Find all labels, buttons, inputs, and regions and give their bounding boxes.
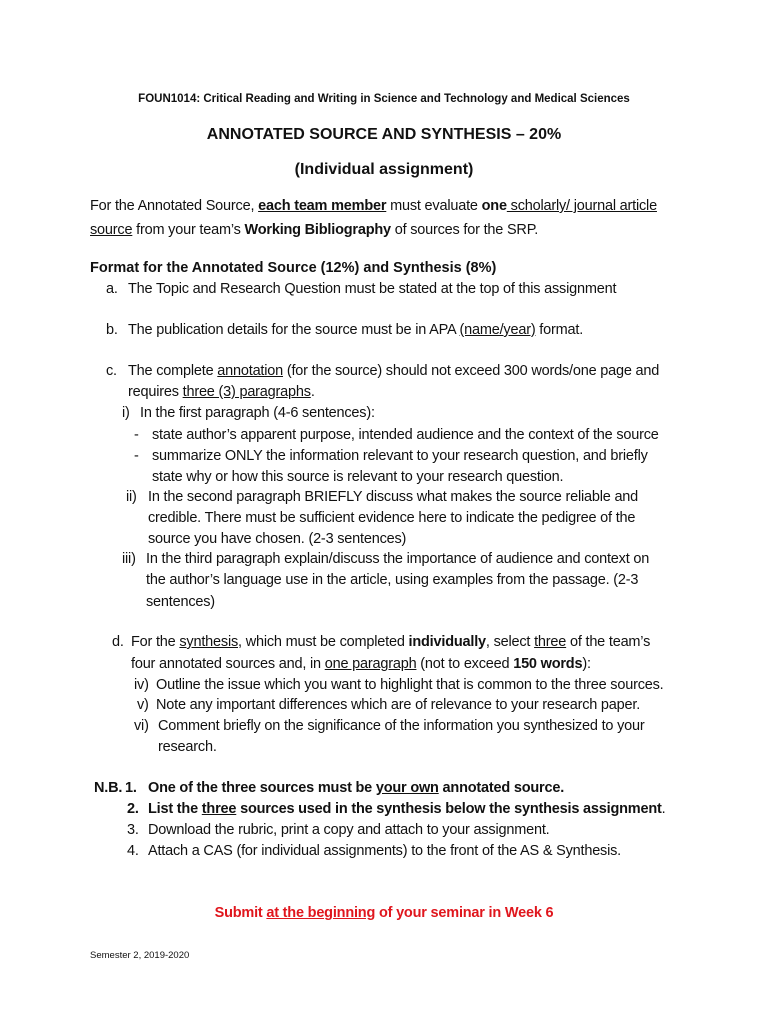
item-c-ii-line-3: source you have chosen. (2-3 sentences) (148, 531, 407, 547)
dash-1-marker: - (134, 427, 139, 443)
nb-text: List the (148, 801, 202, 817)
item-c-iii-line-1: In the third paragraph explain/discuss the importance of audience and context on (146, 551, 650, 567)
intro-working-bibliography: Working Bibliography (244, 222, 391, 238)
item-b-pre: The publication details for the source must be in APA (128, 322, 460, 338)
intro-text: of sources for the SRP. (390, 222, 539, 238)
item-a-text: The Topic and Research Question must be stated at the top of this assignment (128, 281, 617, 297)
item-d-three: three (534, 634, 567, 650)
item-d-v-text: Note any important differences which are of relevance to your research paper. (156, 697, 641, 713)
item-c-iii-line-3: sentences) (146, 594, 215, 610)
nb-1-marker: 1. (125, 780, 137, 796)
item-c-iii-marker: iii) (122, 551, 136, 567)
item-c-text: (for the source) should not exceed 300 words/one page and (283, 363, 660, 379)
item-d-line-2 (131, 656, 591, 672)
item-c-text: . (310, 384, 315, 400)
item-c-ii-marker: ii) (126, 489, 137, 505)
item-c-three-paragraphs: three (3) paragraphs (182, 384, 311, 400)
item-a-marker: a. (106, 281, 118, 297)
nb-3-text: Download the rubric, print a copy and attach to your assignment. (148, 822, 550, 838)
item-d-vi-line-1: Comment briefly on the significance of the information you synthesized to your (158, 718, 645, 734)
item-d-line-1 (131, 634, 650, 650)
intro-source: source (90, 222, 133, 238)
item-b-post: format. (535, 322, 584, 338)
item-d-text: , select (485, 634, 535, 650)
nb-text: annotated source. (438, 780, 565, 796)
item-d-text: (not to exceed (416, 656, 514, 672)
footer-semester: Semester 2, 2019-2020 (90, 950, 190, 961)
item-d-synthesis: synthesis, (179, 634, 242, 650)
nb-text: . (661, 801, 666, 817)
item-c-text: The complete (128, 363, 218, 379)
item-b-text (128, 322, 583, 338)
intro-one: one (481, 198, 507, 214)
nb-2-marker: 2. (127, 801, 139, 817)
submit-notice (0, 905, 768, 921)
item-d-iv-text: Outline the issue which you want to highlight that is common to the three sources. (156, 677, 664, 693)
dash-2-line-2: state why or how this source is relevant to your research question. (152, 469, 564, 485)
nb-your-own: your own (375, 780, 439, 796)
submit-text: Submit (214, 905, 267, 921)
item-d-text: four annotated sources and, in (131, 656, 325, 672)
item-d-text: of the team’s (566, 634, 651, 650)
intro-text: from your team’s (132, 222, 245, 238)
nb-text: sources used in the synthesis below the synthesis assignment (236, 801, 662, 817)
item-c-marker: c. (106, 363, 117, 379)
nb-2-text (148, 801, 665, 817)
intro-scholarly: scholarly/ journal article (506, 198, 657, 214)
item-c-i-text: In the first paragraph (4-6 sentences): (140, 405, 375, 421)
item-c-ii-line-1: In the second paragraph BRIEFLY discuss what makes the source reliable and (148, 489, 639, 505)
nb-three: three (201, 801, 237, 817)
nb-text: One of the three sources must be (148, 780, 376, 796)
nb-4-text: Attach a CAS (for individual assignments) to the front of the AS & Synthesis. (148, 843, 622, 859)
item-b-name-year: (name/year) (459, 322, 536, 338)
item-c-line-2 (128, 384, 315, 400)
nb-label: N.B. (94, 780, 123, 796)
item-c-text: requires (128, 384, 183, 400)
item-d-marker: d. (112, 634, 124, 650)
item-c-annotation: annotation (217, 363, 284, 379)
item-c-i-marker: i) (122, 405, 130, 421)
item-d-text: which must be completed (241, 634, 409, 650)
item-c-ii-line-2: credible. There must be sufficient evidence here to indicate the pedigree of the (148, 510, 636, 526)
item-d-vi-line-2: research. (158, 739, 217, 755)
item-c-line-1 (128, 363, 659, 379)
intro-line-1 (90, 198, 657, 214)
intro-text: For the Annotated Source, (90, 198, 259, 214)
nb-1-text (148, 780, 564, 796)
item-d-iv-marker: iv) (134, 677, 149, 693)
dash-2-marker: - (134, 448, 139, 464)
item-c-iii-line-2: the author’s language use in the article, using examples from the passage. (2-3 (146, 572, 639, 588)
format-heading: Format for the Annotated Source (12%) and Synthesis (8%) (90, 260, 497, 276)
submit-text: of your seminar in Week 6 (375, 905, 554, 921)
item-d-individually: individually (408, 634, 486, 650)
nb-3-marker: 3. (127, 822, 139, 838)
submit-at-the-beginning: at the beginning (266, 905, 376, 921)
intro-each-team-member: each team member (258, 198, 387, 214)
item-d-v-marker: v) (137, 697, 149, 713)
item-d-one-paragraph: one paragraph (324, 656, 417, 672)
item-d-text: For the (131, 634, 180, 650)
assignment-subtitle: (Individual assignment) (294, 161, 474, 178)
item-d-vi-marker: vi) (134, 718, 149, 734)
intro-line-2 (90, 222, 538, 238)
nb-4-marker: 4. (127, 843, 139, 859)
item-d-text: ): (582, 656, 591, 672)
item-b-marker: b. (106, 322, 118, 338)
intro-text: must evaluate (386, 198, 482, 214)
dash-1-text: state author’s apparent purpose, intended audience and the context of the source (152, 427, 659, 443)
course-title: FOUN1014: Critical Reading and Writing in Science and Technology and Medical Sciences (138, 93, 630, 105)
assignment-title: ANNOTATED SOURCE AND SYNTHESIS – 20% (206, 126, 562, 143)
dash-2-line-1: summarize ONLY the information relevant to your research question, and briefly (152, 448, 648, 464)
item-d-150-words: 150 words (513, 656, 583, 672)
